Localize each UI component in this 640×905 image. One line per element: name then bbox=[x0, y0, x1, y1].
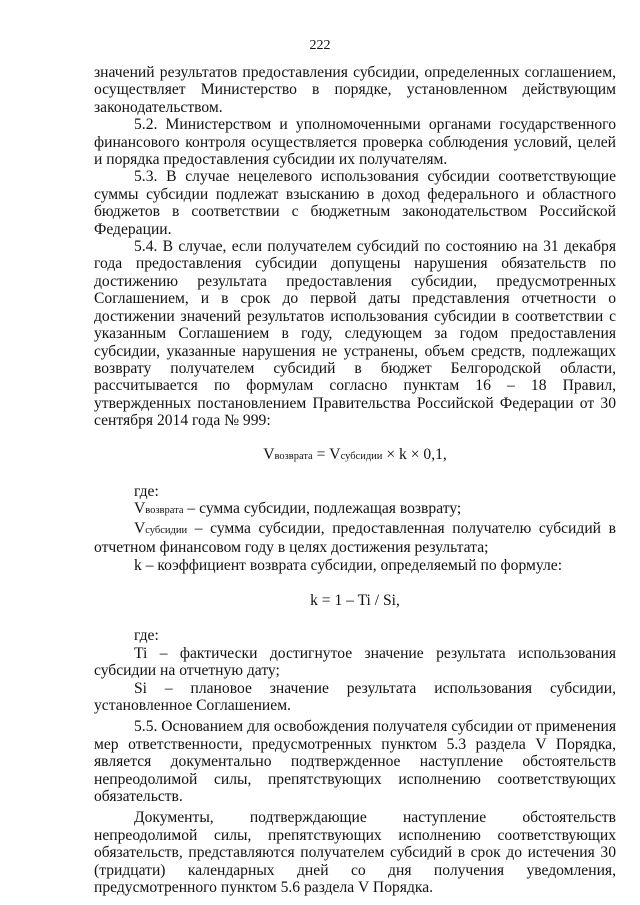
paragraph-documents: Документы, подтверждающие наступление обстоятельств непреодолимой силы, препятствующих исполнению соответствующих обязательств, представляются получателем субсидий в срок до истечения 30 (тридцати) календарных дней со дня получения уведомления, предусмотренного пунктом 5.6 раздела V Порядка. bbox=[94, 809, 616, 897]
formula-return-volume bbox=[94, 446, 616, 465]
where-label: где: bbox=[134, 482, 159, 500]
def-text: – сумма субсидии, предоставленная получателю субсидий в отчетном финансовом году в целях достижения результата; bbox=[94, 519, 616, 557]
paragraph-5-3: 5.3. В случае нецелевого использования субсидии соответствующие суммы субсидии подлежат взысканию в доход федерального и областного бюджетов в соответствии с бюджетным законодательством Российской Федерации. bbox=[94, 168, 616, 238]
definition-ti: Ti – фактически достигнутое значение результата использования субсидии на отчетную дату; bbox=[94, 644, 616, 680]
paragraph-5-4: 5.4. В случае, если получателем субсидий по состоянию на 31 декабря года предоставления субсидии допущены нарушения обязательств по достижению результата предоставления субсидии, предусмотренных Соглашением, и в срок до первой даты представления отчетности о достижении значений результатов использования субсидии в соответствии с указанным Соглашением в году, следующем за годом предоставления субсидии, указанные нарушения не устранены, объем средств, подлежащих возврату получателем субсидий в бюджет Белгородской области, рассчитывается по формулам согласно пунктам 16 – 18 Правил, утвержденных постановлением Правительства Российской Федерации от 30 сентября 2014 года № 999: bbox=[94, 238, 616, 430]
formula-equals: = V bbox=[312, 445, 341, 463]
definition-v-return bbox=[94, 500, 616, 519]
def-subscript: субсидии bbox=[145, 524, 188, 536]
page-number: 222 bbox=[309, 38, 331, 53]
paragraph-5-2: 5.2. Министерством и уполномоченными органами государственного финансового контроля осуществляется проверка соблюдения условий, целей и порядка предоставления субсидии их получателям. bbox=[94, 116, 616, 169]
formula-var: V bbox=[263, 445, 275, 463]
paragraph-continuation: значений результатов предоставления субсидии, определенных соглашением, осуществляет Министерство в порядке, установленном действующим законодательством. bbox=[94, 64, 616, 116]
def-var: V bbox=[134, 500, 146, 518]
formula-tail: × k × 0,1, bbox=[382, 445, 447, 463]
paragraph-5-5: 5.5. Основанием для освобождения получателя субсидии от применения мер ответственности, предусмотренных пунктом 5.3 раздела V Порядка, является документально подтвержденное наступление обстоятельств непреодолимой силы, препятствующих исполнению соответствующих обязательств. bbox=[94, 718, 616, 806]
formula-coefficient: k = 1 – Ti / Si, bbox=[310, 591, 400, 609]
formula-subscript: субсидии bbox=[340, 450, 383, 462]
formula-subscript: возврата bbox=[274, 450, 313, 462]
document-body bbox=[94, 64, 616, 896]
def-var: V bbox=[134, 519, 146, 537]
def-text: – сумма субсидии, подлежащая возврату; bbox=[183, 500, 462, 518]
where-label: где: bbox=[134, 627, 159, 645]
def-subscript: возврата bbox=[145, 505, 184, 517]
definition-si: Si – плановое значение результата использования субсидии, установленное Соглашением. bbox=[94, 679, 616, 714]
definition-k: k – коэффициент возврата субсидии, определяемый по формуле: bbox=[134, 556, 563, 574]
definition-v-subsidy bbox=[94, 520, 616, 557]
